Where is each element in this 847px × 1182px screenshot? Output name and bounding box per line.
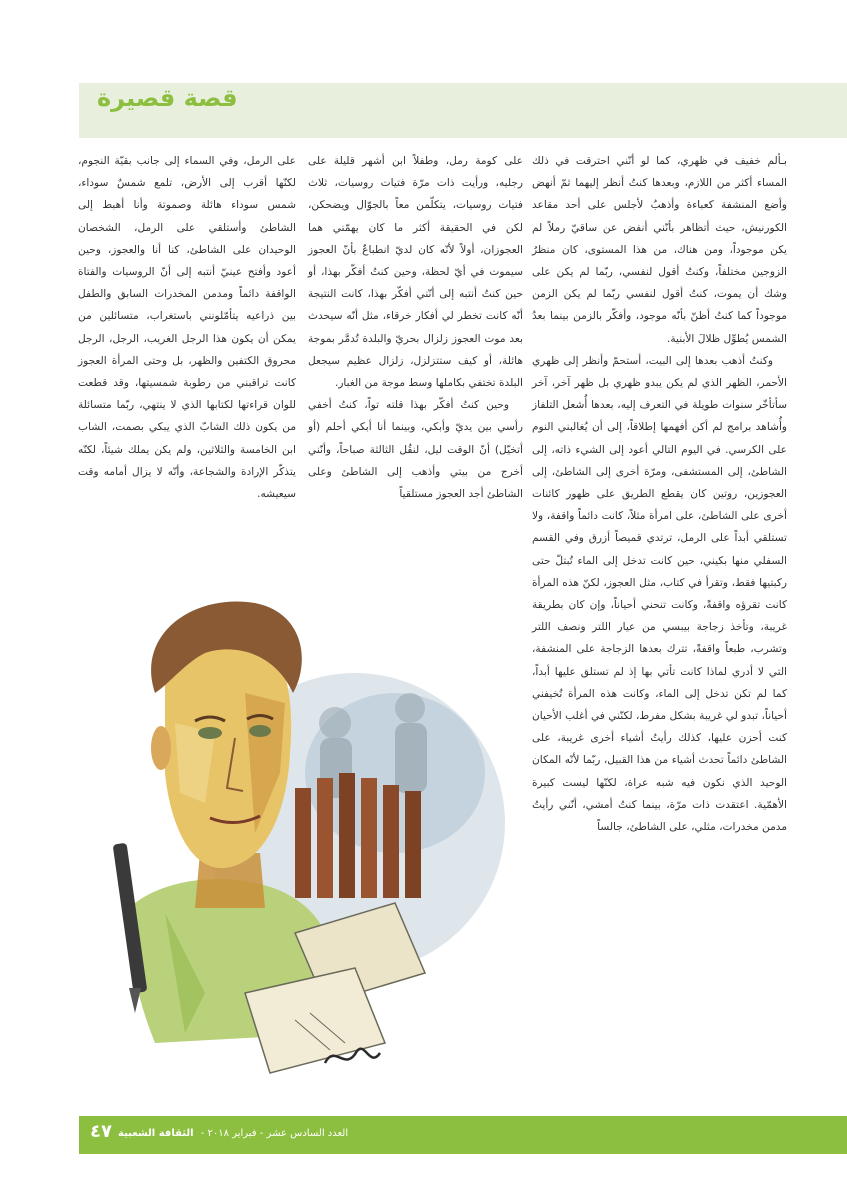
paragraph: وحين كنتُ أفكّر بهذا قلته تواً، كنتُ أخفي رأسي بين يديّ وأبكي، وبينما أنا أبكي أحلم (أو أتخيّل) أنّ الوقت ليل، لنقُل الثالثة صباحاً، وأنّني أخرج من بيتي وأذهب إلى الشاطئ وعلى الشاطئ أجد العجوز مستلقياً [308,399,523,501]
footer-issue-line [118,1128,348,1139]
issue-text: العدد السادس عشر - فبراير ٢٠١٨ - [200,1128,349,1139]
section-title: قصة قصيرة [97,84,238,112]
paragraph: وكنتُ أذهب بعدها إلى البيت، أستحمّ وأنظر إلى ظهري الأحمر، الظهر الذي لم يكن يبدو ظهري بل ظهر آخر، آخر سأتأخّر سنوات طويلة في التعرف إليه، بعدها أُشعل التلفاز وأُشاهد برامج لم أكن أفهمها إطلاقاً، إلى أن يُغالبني النوم على الكرسي. في اليوم التالي أعود إلى الشيء ذاته، إلى الشاطئ، إلى المستشفى، ومرّة أخرى إلى الشاطئ، إلى العجوزين، روتين كان يقطع الطريق على ظهور كائنات أخرى على الشاطئ، على امرأة مثلاً، كانت دائماً واقفة، ولا تستلقي أبداً على الرمل، ترتدي قميصاً أزرق وفي القسم السفلي منها بكيني، حين كانت تدخل إلى الماء تُبتلّ حتى ركبتيها فقط، وتقرأ في كتاب، مثل العجوز، لكنّ هذه المرأة كانت تقرؤه واقفةً، وكانت تنحني أحياناً، وإن كان بطريقة غريبة، وتأخذ زجاجة بيبسي من عيار اللتر ونصف اللتر وتشرب، طبعاً واقفةً، تترك بعدها الزجاجة على المنشفة، التي لا أدري لماذا كانت تأتي بها إذ لم تستلق عليها أبداً، كما لم تكن تدخل إلى الماء، وكانت هذه المرأة تُخيفني أحياناً، تبدو لي غريبة بشكل مفرط، لكنّني في أغلب الأحيان كنت أحزن عليها، كذلك رأيتُ أشياء أخرى غريبة، على الشاطئ دائماً تحدث أشياء من هذا القبيل، ربّما لأنّه المكان الوحيد الذي نكون فيه شبه عراة، لكنّها ليست كبيرة الأهمّية. اعتقدت ذات مرّة، بينما كنتُ أمشي، أنّني رأيتُ مدمن مخدرات، مثلي، على الشاطئ، جالساً [532,354,787,834]
paragraph: بـألم خفيف في ظهري، كما لو أنّني احترقت في ذلك المساء أكثر من اللازم، وبعدها كنتُ أنظر إليهما ثمّ أنهض وأضع المنشفة كعباءة وأذهبُ لأجلس على أحد مقاعد الكورنيش، حيث أتظاهر بأنّني أنفض عن ساقيّ رملاً لم يكن موجوداً، ومن هناك، من هذا المستوى، كان منظرُ الزوجين مختلفاً، وكنتُ أقول لنفسي، ربّما لم يكن على وشك أن يموت، كنتُ أقول لنفسي ربّما لم يكن الزمن موجوداً كما كنتُ أظنّ بأنّه موجود، وأفكّر بالزمن بينما بعدُ الشمس يُطوِّل ظلالَ الأبنية. [532,155,787,345]
portrait-illustration [95,573,523,1098]
paragraph: على كومة رمل، وطفلاً ابن أشهر قليلة على رجليه، ورأيت ذات مرّة فتيات روسيات، ثلاث فتيات روسيات، يتكلّمن معاً بالجوّال ويضحكن، لكن في الحقيقة أكثر ما كان يهمّني هما العجوزان، أولاً لأنّه كان لديّ انطباعٌ بأنّ العجوز سيموت في أيّ لحظة، وحين كنتُ أفكّر بهذا، أو حين كنتُ أنتبه إلى أنّني أفكّر بهذا، كانت النتيجة أنّه كانت تخطر لي أفكار خرقاء، مثل أنّه سيحدث بعد موت العجوز زلزال بحريّ والبلدة تُدمَّر بموجة هائلة، أو كيف ستتزلزل، زلزال عظيم سيجعل البلدة تختفي بكاملها وسط موجة من الغبار. [308,155,523,390]
page-number: ٤٧ [90,1121,112,1142]
magazine-name: الثقافة الشعبية [118,1128,194,1139]
text-column-left [78,150,296,505]
text-column-middle [308,150,523,505]
paragraph: على الرمل، وفي السماء إلى جانب بقيّة النجوم، لكنّها أقرب إلى الأرض، تلمع شمسٌ سوداء، شمس سوداء هائلة وصموتة وأنا أهبط إلى الشاطئ وأستلقي على الرمل، الشخصان الوحيدان على الشاطئ، كنا أنا والعجوز، وحين أعود وأفتح عينيّ أنتبه إلى أنّ الروسيات والفتاة الواقفة دائماً ومدمن المخدرات السابق والطفل بين ذراعيه يتأمّلونني باستغراب، متسائلين من يمكن أن يكون هذا الرجل الغريب، الرجل، الرجل محروق الكتفين والظهر، بل وحتى المرأة العجوز كانت تراقبني من رطوبة شمسيتها، وقد قطعت للوان قراءتها لكتابها الذي لا ينتهي، ربّما متسائلة من يكون ذلك الشابّ الذي يبكي بصمت، الشاب ابن الخامسة والثلاثين، ولم يكن يملك شيئاً، لكنّه يتذكّر الإرادة والشجاعة، وأنّه لا يزال أمامه وقت سيعيشه. [78,155,296,501]
text-column-right [532,150,787,838]
